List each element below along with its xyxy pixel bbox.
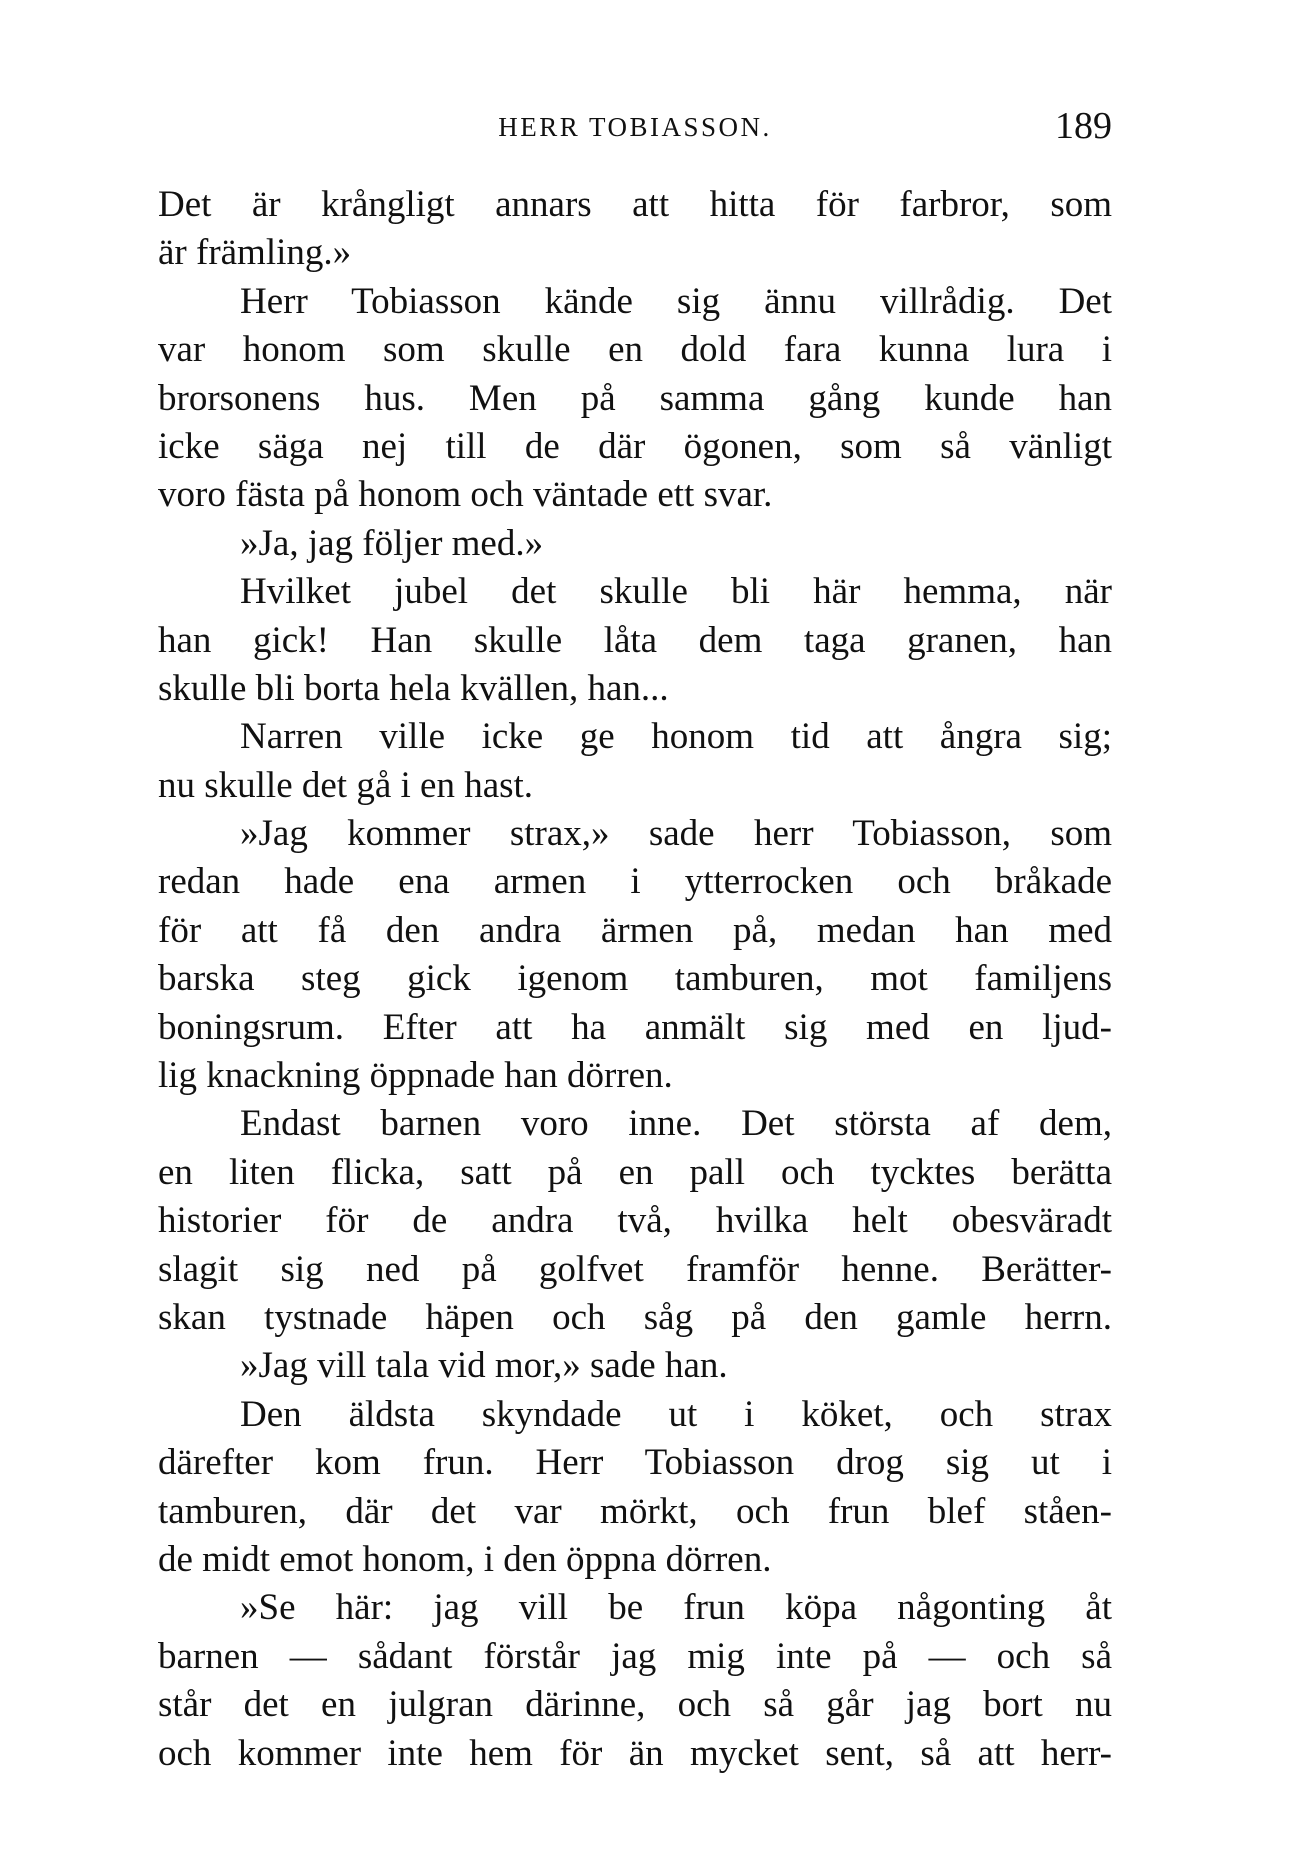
text-line: barnen — sådant förstår jag mig inte på — och så [158, 1635, 1112, 1677]
text-line: boningsrum. Efter att ha anmält sig med en ljud- [158, 1006, 1112, 1048]
text-line: han gick! Han skulle låta dem taga granen, han [158, 619, 1112, 661]
text-line: brorsonens hus. Men på samma gång kunde han [158, 377, 1112, 419]
running-head-title: HERR TOBIASSON. [498, 112, 772, 142]
text-line: lig knackning öppnade han dörren. [158, 1055, 673, 1097]
text-line: Narren ville icke ge honom tid att ångra sig; [240, 716, 1112, 758]
text-line: nu skulle det gå i en hast. [158, 764, 534, 806]
text-line: »Jag vill tala vid mor,» sade han. [240, 1345, 728, 1387]
text-line: icke säga nej till de där ögonen, som så vänligt [158, 425, 1112, 467]
body-text [158, 181, 1112, 1778]
text-line: redan hade ena armen i ytterrocken och bråkade [158, 861, 1112, 903]
text-line: »Se här: jag vill be frun köpa någonting åt [240, 1587, 1112, 1629]
text-line: slagit sig ned på golfvet framför henne. Berätter- [158, 1248, 1112, 1290]
running-head [158, 105, 1112, 148]
text-line: var honom som skulle en dold fara kunna lura i [158, 329, 1112, 371]
text-line: barska steg gick igenom tamburen, mot familjens [158, 958, 1112, 1000]
text-line: historier för de andra två, hvilka helt obesväradt [158, 1200, 1112, 1242]
text-line: Hvilket jubel det skulle bli här hemma, när [240, 571, 1112, 613]
text-line: för att få den andra ärmen på, medan han med [158, 909, 1112, 951]
text-line: en liten flicka, satt på en pall och tycktes berätta [158, 1151, 1112, 1193]
text-line: därefter kom frun. Herr Tobiasson drog sig ut i [158, 1442, 1112, 1484]
text-line: tamburen, där det var mörkt, och frun blef ståen- [158, 1490, 1112, 1532]
text-line: Endast barnen voro inne. Det största af dem, [240, 1103, 1112, 1145]
text-line: är främling.» [158, 232, 352, 274]
text-line: Den äldsta skyndade ut i köket, och strax [240, 1393, 1112, 1435]
text-line: skan tystnade häpen och såg på den gamle herrn. [158, 1296, 1112, 1338]
text-line: voro fästa på honom och väntade ett svar. [158, 474, 773, 516]
text-line: Herr Tobiasson kände sig ännu villrådig. Det [240, 280, 1112, 322]
text-line: skulle bli borta hela kvällen, han... [158, 667, 669, 709]
text-line: de midt emot honom, i den öppna dörren. [158, 1538, 772, 1580]
text-line: Det är krångligt annars att hitta för farbror, som [158, 184, 1112, 225]
text-line: står det en julgran därinne, och så går jag bort nu [158, 1684, 1112, 1726]
page-number: 189 [1055, 105, 1112, 147]
text-line: »Ja, jag följer med.» [240, 522, 544, 564]
text-line: »Jag kommer strax,» sade herr Tobiasson, som [240, 813, 1112, 855]
text-line: och kommer inte hem för än mycket sent, så att herr- [158, 1732, 1112, 1774]
